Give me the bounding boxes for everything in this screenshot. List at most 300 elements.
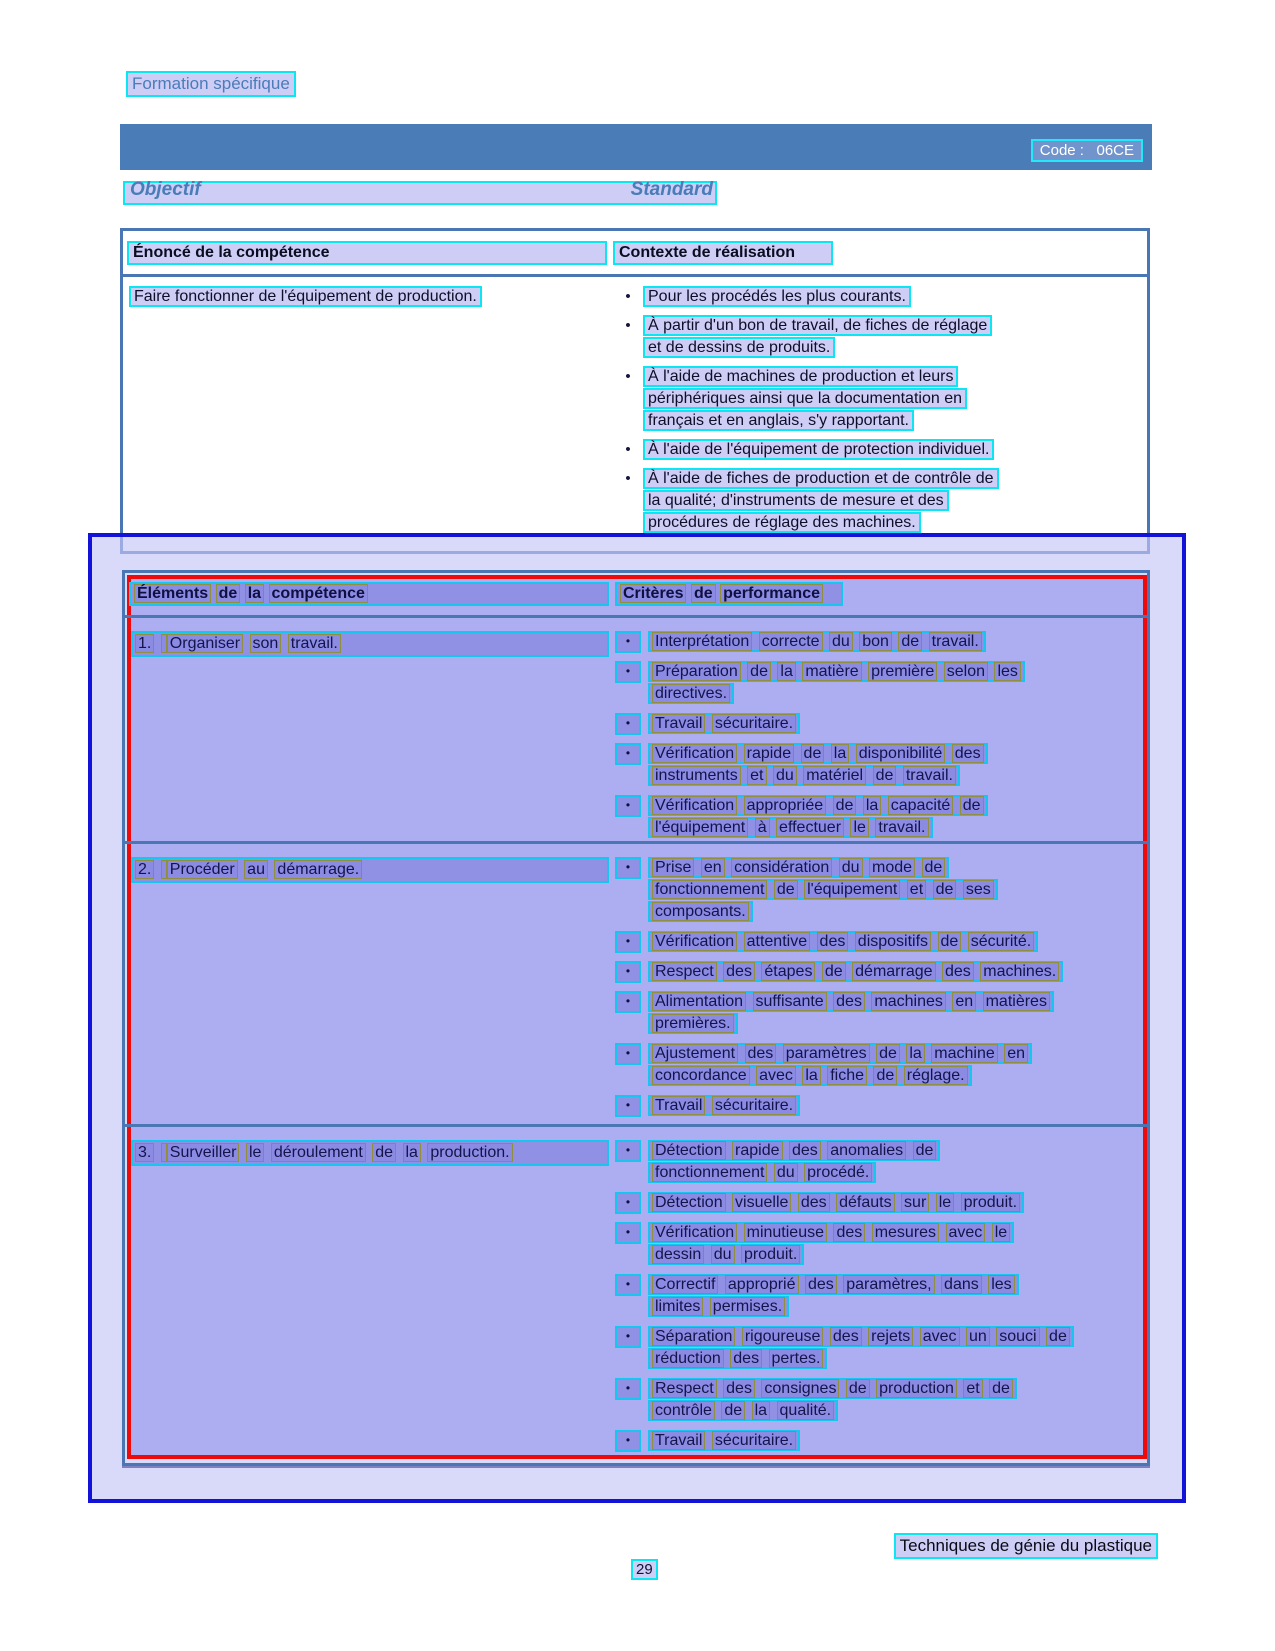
word-box: matière (802, 662, 861, 681)
word-box: sur (901, 1193, 929, 1212)
word-box: Préparation (652, 662, 741, 681)
word-box: un (966, 1327, 990, 1346)
word-box: Surveiller (167, 1143, 240, 1162)
word-box: ses (963, 880, 994, 899)
word-box: et (963, 1379, 982, 1398)
list-item (615, 661, 1141, 705)
word-box: concordance (652, 1066, 750, 1085)
word-box: de (801, 744, 825, 763)
bullet-text-wrap (648, 713, 800, 735)
word-box: du (774, 1163, 798, 1182)
word-box: de (216, 584, 241, 603)
list-item (613, 286, 1141, 308)
word-box: Éléments (134, 584, 211, 603)
word-box: contrôle (652, 1401, 715, 1420)
word-box (161, 634, 167, 653)
word-box: du (711, 1245, 735, 1264)
word-box: approprié (725, 1275, 799, 1294)
list-item (615, 795, 1141, 839)
word-box: rapide (744, 744, 794, 763)
word-box: du (773, 766, 797, 785)
bullet-text (648, 1140, 940, 1183)
word-box: la (245, 584, 264, 603)
list-item (615, 931, 1141, 953)
word-box: effectuer (776, 818, 844, 837)
list-item (613, 468, 1141, 534)
word-box: en (952, 992, 976, 1011)
page-number: 29 (631, 1559, 658, 1580)
bullet-icon: • (615, 1192, 641, 1214)
word-box: démarrage. (274, 860, 362, 879)
bullet-text-wrap (648, 931, 1038, 953)
word-box: fiche (827, 1066, 867, 1085)
word-box: de (873, 1066, 897, 1085)
word-box: des (730, 1349, 762, 1368)
word-box: Travail (652, 1431, 705, 1450)
bullet-text-wrap (648, 1378, 1017, 1422)
bullet-text-wrap (643, 315, 992, 359)
word-box: le (246, 1143, 264, 1162)
word-box: de (822, 962, 846, 981)
word-box: et (747, 766, 766, 785)
word-box: production (876, 1379, 957, 1398)
word-box: machines (871, 992, 945, 1011)
word-box: réduction (652, 1349, 724, 1368)
bullet-text (648, 743, 988, 786)
bullet-text-wrap (648, 631, 986, 653)
word-box: qualité. (777, 1401, 835, 1420)
bullet-text (648, 931, 1038, 952)
bullet-text-wrap (648, 1043, 1032, 1087)
bullet-text (648, 991, 1054, 1034)
word-box: compétence (269, 584, 368, 603)
bullet-text (648, 1378, 1017, 1421)
word-box: des (833, 1223, 865, 1242)
word-box: sécuritaire. (712, 1096, 796, 1115)
word-box: paramètres, (843, 1275, 934, 1294)
bullet-text (648, 1274, 1019, 1317)
criteria-cell (615, 1140, 1147, 1463)
bullet-icon: • (615, 931, 641, 953)
bullet-icon: • (615, 795, 641, 817)
bullet-text-wrap (648, 857, 998, 923)
word-box: les (994, 662, 1020, 681)
word-box: 1. (135, 634, 154, 653)
competence-cell (125, 1140, 615, 1463)
row-label (131, 631, 609, 657)
bullet-icon: • (615, 743, 641, 765)
word-box: performance (720, 584, 823, 603)
word-box: en (1004, 1044, 1028, 1063)
word-box: pertes. (769, 1349, 824, 1368)
table1-body (123, 277, 1147, 548)
table-row (125, 1127, 1147, 1463)
word-box: Travail (652, 1096, 705, 1115)
list-item (615, 713, 1141, 735)
word-box: produit. (741, 1245, 800, 1264)
word-box: matières (983, 992, 1050, 1011)
bullet-text: Pour les procédés les plus courants. (643, 286, 911, 307)
word-box: des (830, 1327, 862, 1346)
word-box: des (833, 992, 865, 1011)
word-box: de (747, 662, 771, 681)
word-box: Détection (652, 1141, 726, 1160)
title-bar (120, 124, 1152, 170)
bullet-text (648, 1192, 1024, 1213)
word-box: rejets (868, 1327, 913, 1346)
word-box: consignes (761, 1379, 839, 1398)
word-box: 3. (135, 1143, 154, 1162)
word-box: du (829, 632, 853, 651)
bullet-text (648, 713, 800, 734)
word-box: dispositifs (855, 932, 931, 951)
word-box: le (850, 818, 868, 837)
word-box: la (777, 662, 795, 681)
table-elements-criteres (122, 570, 1150, 1466)
list-item (615, 1378, 1141, 1422)
word-box: la (831, 744, 849, 763)
word-box: dans (941, 1275, 982, 1294)
bullet-text (648, 1095, 800, 1116)
table2-body (125, 618, 1147, 1463)
table-enonce-contexte (120, 228, 1150, 554)
heading-objectif: Objectif (130, 179, 201, 200)
word-box: disponibilité (856, 744, 946, 763)
bullet-icon: • (615, 961, 641, 983)
bullet-text-wrap (648, 1192, 1024, 1214)
table1-header-cell-1 (123, 241, 613, 265)
word-box: procédé. (804, 1163, 872, 1182)
word-box: Interprétation (652, 632, 752, 651)
list-item (615, 1192, 1141, 1214)
competence-cell (125, 631, 615, 841)
word-box: instruments (652, 766, 741, 785)
row-label-wrap (131, 857, 615, 883)
bullet-text (648, 961, 1063, 982)
word-box: fonctionnement (652, 880, 767, 899)
bullet-icon: • (615, 661, 641, 683)
word-box: son (250, 634, 282, 653)
bullet-icon: • (615, 1095, 641, 1117)
word-box: le (936, 1193, 954, 1212)
word-box: la (752, 1401, 770, 1420)
word-box: anomalies (827, 1141, 906, 1160)
bullet-text-wrap (648, 961, 1063, 983)
table2-header-cell-2 (615, 582, 1147, 606)
bullet-text (648, 1430, 800, 1451)
word-box: Correctif (652, 1275, 718, 1294)
word-box: du (839, 858, 863, 877)
bullet-text-wrap (643, 366, 967, 432)
word-box: Ajustement (652, 1044, 738, 1063)
bullet-icon: • (615, 991, 641, 1013)
table1-header-label-1: Énoncé de la compétence (127, 241, 607, 265)
word-box: des (723, 1379, 755, 1398)
row-label-wrap (131, 1140, 615, 1166)
word-box: premières. (652, 1014, 734, 1033)
word-box: de (960, 796, 984, 815)
word-box: en (701, 858, 725, 877)
word-box: Travail (652, 714, 705, 733)
bullet-text: À l'aide de l'équipement de protection individuel. (643, 439, 994, 460)
course-code: Code : 06CE (1031, 139, 1143, 162)
row-label (131, 1140, 609, 1166)
bullet-text-wrap (648, 991, 1054, 1035)
table-row (125, 844, 1147, 1127)
list-item (613, 315, 1141, 359)
bullet-text: À partir d'un bon de travail, de fiches de réglage et de dessins de produits. (643, 315, 992, 358)
word-box: sécuritaire. (712, 1431, 796, 1450)
word-box: appropriée (744, 796, 827, 815)
word-box: travail. (288, 634, 341, 653)
list-item (615, 1095, 1141, 1117)
bullet-list (615, 1140, 1141, 1452)
footer-program-title: Techniques de génie du plastique (894, 1533, 1158, 1559)
word-box: considération (731, 858, 832, 877)
criteria-cell (615, 857, 1147, 1124)
bullet-icon: • (615, 713, 641, 735)
word-box: matériel (803, 766, 866, 785)
word-box: travail. (875, 818, 928, 837)
row-label (131, 857, 609, 883)
bullet-list (615, 857, 1141, 1117)
word-box: la (863, 796, 881, 815)
bullet-text-wrap (648, 1430, 800, 1452)
table-row (123, 277, 1147, 548)
word-box: démarrage (852, 962, 935, 981)
bullet-text-wrap (643, 286, 911, 308)
word-box: de (846, 1379, 870, 1398)
bullet-text-wrap (648, 743, 988, 787)
bullet-icon: • (615, 1140, 641, 1162)
bullet-text (648, 857, 998, 922)
word-box: les (988, 1275, 1014, 1294)
word-box: des (942, 962, 974, 981)
word-box: travail. (929, 632, 982, 651)
word-box: de (989, 1379, 1013, 1398)
word-box: sécurité. (968, 932, 1034, 951)
word-box: de (1046, 1327, 1070, 1346)
word-box: des (817, 932, 849, 951)
word-box: permises. (710, 1297, 785, 1316)
list-item (615, 743, 1141, 787)
list-item (615, 1430, 1141, 1452)
table-row (125, 618, 1147, 844)
bullet-icon: • (615, 1326, 641, 1348)
criteria-cell (615, 631, 1147, 841)
word-box: l'équipement (652, 818, 748, 837)
word-box: Vérification (652, 744, 737, 763)
bullet-text (648, 631, 986, 652)
bullet-icon: • (615, 1043, 641, 1065)
word-box: bon (859, 632, 892, 651)
word-box: visuelle (732, 1193, 791, 1212)
word-box: la (403, 1143, 421, 1162)
bullet-icon: • (625, 368, 631, 385)
word-box: de (372, 1143, 396, 1162)
bullet-icon: • (625, 470, 631, 487)
bullet-text (648, 795, 988, 838)
competence-cell (123, 286, 613, 548)
word-box: Vérification (652, 932, 737, 951)
word-box: des (723, 962, 755, 981)
word-box: des (745, 1044, 777, 1063)
word-box: Respect (652, 962, 717, 981)
word-box: suffisante (753, 992, 827, 1011)
bullet-list (613, 286, 1141, 534)
word-box: l'équipement (804, 880, 900, 899)
word-box: Séparation (652, 1327, 735, 1346)
word-box: dessin (652, 1245, 704, 1264)
bullet-icon: • (625, 317, 631, 334)
word-box: à (755, 818, 770, 837)
word-box: Détection (652, 1193, 726, 1212)
word-box: sécuritaire. (712, 714, 796, 733)
bullet-icon: • (615, 1274, 641, 1296)
word-box: avec (756, 1066, 796, 1085)
word-box: limites (652, 1297, 703, 1316)
word-box: Vérification (652, 796, 737, 815)
bullet-text-wrap (643, 468, 999, 534)
word-box: de (774, 880, 798, 899)
word-box: machine (931, 1044, 997, 1063)
bullet-text (648, 1222, 1014, 1265)
bullet-text (648, 661, 1025, 704)
word-box: la (802, 1066, 820, 1085)
word-box: de (938, 932, 962, 951)
list-item (613, 439, 1141, 461)
table2-header-row (125, 573, 1147, 618)
word-box: de (922, 858, 946, 877)
word-box: et (907, 880, 926, 899)
word-box: rigoureuse (742, 1327, 824, 1346)
word-box: de (933, 880, 957, 899)
bullet-text-wrap (648, 661, 1025, 705)
bullet-icon: • (615, 631, 641, 653)
criteria-cell (613, 286, 1147, 548)
word-box: des (805, 1275, 837, 1294)
bullet-text-wrap (648, 1222, 1014, 1266)
word-box: Organiser (167, 634, 243, 653)
word-box: des (789, 1141, 821, 1160)
table2-header-label-2 (615, 582, 843, 606)
word-box: 2. (135, 860, 154, 879)
word-box: souci (996, 1327, 1039, 1346)
row-label: Faire fonctionner de l'équipement de production. (129, 286, 482, 307)
bullet-icon: • (615, 1378, 641, 1400)
bullet-text-wrap (648, 1274, 1019, 1318)
bullet-icon: • (615, 1222, 641, 1244)
word-box: paramètres (783, 1044, 870, 1063)
word-box (161, 860, 167, 879)
word-box: Prise (652, 858, 694, 877)
row-label-wrap (131, 631, 615, 657)
word-box: déroulement (271, 1143, 366, 1162)
word-box: Critères (620, 584, 686, 603)
bullet-text: À l'aide de machines de production et leurs périphériques ainsi que la documentation en français et en anglais, s'y rapportant. (643, 366, 967, 431)
word-box: des (798, 1193, 830, 1212)
word-box: selon (944, 662, 988, 681)
word-box: étapes (761, 962, 815, 981)
heading-standard: Standard (630, 179, 713, 200)
word-box: de (873, 766, 897, 785)
word-box: machines. (980, 962, 1059, 981)
row-label-wrap (129, 286, 613, 308)
word-box: de (876, 1044, 900, 1063)
word-box: capacité (888, 796, 954, 815)
word-box: attentive (744, 932, 810, 951)
word-box: au (244, 860, 268, 879)
word-box: de (833, 796, 857, 815)
word-box: avec (920, 1327, 960, 1346)
word-box: mesures (872, 1223, 939, 1242)
bullet-icon: • (625, 288, 631, 305)
word-box: Respect (652, 1379, 717, 1398)
bullet-icon: • (625, 441, 631, 458)
bullet-icon: • (615, 857, 641, 879)
word-box: de (691, 584, 716, 603)
word-box: Alimentation (652, 992, 746, 1011)
bullet-list (615, 631, 1141, 839)
section-label: Formation spécifique (126, 71, 296, 97)
list-item (615, 1274, 1141, 1318)
word-box: défauts (836, 1193, 894, 1212)
bullet-text-wrap (643, 439, 994, 461)
word-box: la (906, 1044, 924, 1063)
word-box: mode (869, 858, 915, 877)
word-box: composants. (652, 902, 749, 921)
bullet-icon: • (615, 1430, 641, 1452)
list-item (615, 1043, 1141, 1087)
word-box (161, 1143, 167, 1162)
table1-header-label-2: Contexte de réalisation (613, 241, 833, 265)
list-item (615, 1140, 1141, 1184)
table2-header-cell-1 (125, 582, 615, 606)
word-box: minutieuse (744, 1223, 827, 1242)
word-box: avec (946, 1223, 986, 1242)
list-item (615, 961, 1141, 983)
bullet-text-wrap (648, 1140, 940, 1184)
word-box: rapide (732, 1141, 782, 1160)
word-box: fonctionnement (652, 1163, 767, 1182)
list-item (615, 1326, 1141, 1370)
bullet-text (648, 1326, 1074, 1369)
word-box: correcte (759, 632, 823, 651)
list-item (615, 631, 1141, 653)
word-box: produit. (961, 1193, 1020, 1212)
table2-header-label-1 (129, 582, 609, 606)
word-box: première (868, 662, 937, 681)
list-item (615, 991, 1141, 1035)
list-item (615, 1222, 1141, 1266)
word-box: directives. (652, 684, 730, 703)
bullet-text-wrap (648, 1326, 1074, 1370)
list-item (615, 857, 1141, 923)
list-item (613, 366, 1141, 432)
word-box: Procéder (167, 860, 238, 879)
bullet-text (648, 1043, 1032, 1086)
word-box: Vérification (652, 1223, 737, 1242)
word-box: de (898, 632, 922, 651)
headings-band (123, 181, 717, 205)
word-box: réglage. (904, 1066, 968, 1085)
word-box: de (721, 1401, 745, 1420)
word-box: de (913, 1141, 937, 1160)
table1-header-cell-2 (613, 241, 1147, 265)
bullet-text-wrap (648, 1095, 800, 1117)
word-box: production. (427, 1143, 512, 1162)
table1-header-row (123, 231, 1147, 277)
